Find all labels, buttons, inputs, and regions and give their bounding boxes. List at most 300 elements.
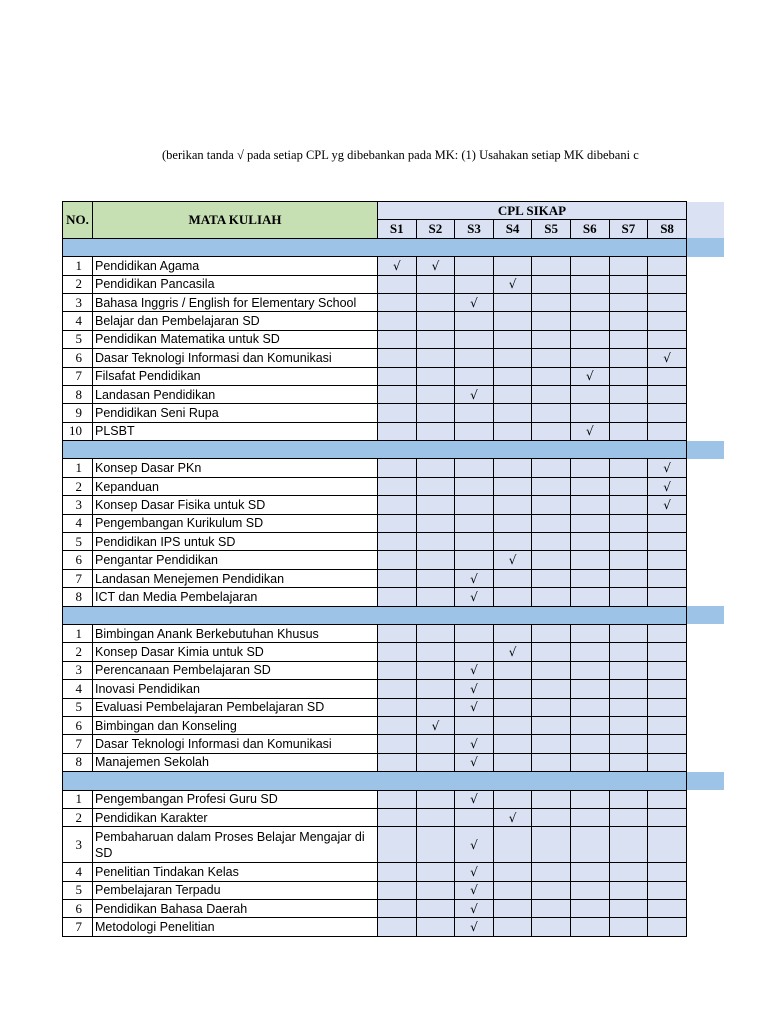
row-number: 10 [63,422,93,440]
cpl-cell-s8 [648,643,687,661]
cpl-cell-s4 [493,257,532,275]
cpl-cell-s5 [532,918,571,936]
table-row [63,790,687,808]
row-number: 5 [63,533,93,551]
cpl-cell-s3 [455,827,494,863]
cpl-cell-s3 [455,661,494,679]
row-number: 8 [63,385,93,403]
cpl-cell-s2 [416,863,455,881]
cpl-cell-s3 [455,477,494,495]
table-row [63,275,687,293]
checkmark: √ [470,589,478,604]
checkmark: √ [470,681,478,696]
cpl-cell-s2 [416,422,455,440]
course-name: Pendidikan Agama [93,257,378,275]
cpl-cell-s1 [378,496,417,514]
row-number: 7 [63,569,93,587]
checkmark: √ [508,810,517,825]
row-number: 6 [63,716,93,734]
cpl-cell-s6 [570,643,609,661]
cpl-cell-s7 [609,533,648,551]
cpl-cell-s2 [416,624,455,642]
cpl-cell-s2 [416,680,455,698]
checkmark: √ [470,571,478,586]
row-number: 4 [63,514,93,532]
cpl-cell-s8 [648,588,687,606]
cpl-cell-s4 [493,496,532,514]
checkmark: √ [431,258,440,273]
cpl-cell-s7 [609,753,648,771]
cpl-cell-s6 [570,496,609,514]
cpl-cell-s5 [532,900,571,918]
table-row [63,661,687,679]
cpl-cell-s8 [648,422,687,440]
cpl-cell-s6 [570,588,609,606]
cpl-cell-s6 [570,514,609,532]
cpl-cell-s4 [493,349,532,367]
checkmark: √ [663,350,671,365]
cpl-cell-s7 [609,918,648,936]
cpl-cell-s3 [455,275,494,293]
cpl-cell-s6 [570,716,609,734]
course-name: Pembaharuan dalam Proses Belajar Mengajar di SD [93,827,378,863]
cpl-cell-s2 [416,753,455,771]
cpl-cell-s3 [455,514,494,532]
table-row [63,459,687,477]
cpl-cell-s2 [416,827,455,863]
checkmark: √ [470,920,478,935]
cpl-cell-s4 [493,551,532,569]
cpl-cell-s1 [378,661,417,679]
cpl-cell-s8 [648,551,687,569]
cpl-cell-s7 [609,257,648,275]
header-mata-kuliah: MATA KULIAH [93,202,378,239]
cpl-cell-s5 [532,863,571,881]
cpl-cell-s8 [648,698,687,716]
table-row [63,404,687,422]
cpl-cell-s6 [570,624,609,642]
cpl-cell-s8 [648,404,687,422]
course-name: Pengembangan Kurikulum SD [93,514,378,532]
cpl-cell-s2 [416,735,455,753]
checkmark: √ [470,737,478,752]
cpl-cell-s5 [532,569,571,587]
section-separator-cell [63,238,687,256]
cpl-cell-s2 [416,643,455,661]
row-number: 3 [63,293,93,311]
cpl-cell-s8 [648,257,687,275]
cpl-cell-s3 [455,367,494,385]
cpl-cell-s1 [378,404,417,422]
cpl-cell-s2 [416,257,455,275]
row-number: 4 [63,312,93,330]
cpl-cell-s5 [532,827,571,863]
cpl-cell-s4 [493,881,532,899]
checkmark: √ [663,497,671,512]
course-name: Kepanduan [93,477,378,495]
checkmark: √ [585,369,594,384]
cpl-cell-s6 [570,881,609,899]
cpl-cell-s4 [493,643,532,661]
separator-extension [686,606,724,624]
cpl-cell-s8 [648,330,687,348]
cpl-cell-s1 [378,790,417,808]
cpl-cell-s1 [378,275,417,293]
header-extension [686,202,724,239]
checkmark: √ [470,792,478,807]
cpl-cell-s1 [378,257,417,275]
checkmark: √ [431,718,440,733]
table-row [63,900,687,918]
cpl-cell-s1 [378,293,417,311]
cpl-cell-s4 [493,716,532,734]
row-number: 1 [63,459,93,477]
cpl-cell-s6 [570,349,609,367]
course-name: Pendidikan Matematika untuk SD [93,330,378,348]
table-row [63,698,687,716]
table-row [63,422,687,440]
checkmark: √ [663,461,671,476]
cpl-cell-s8 [648,827,687,863]
cpl-cell-s7 [609,551,648,569]
checkmark: √ [470,883,478,898]
cpl-cell-s5 [532,588,571,606]
row-number: 5 [63,698,93,716]
checkmark: √ [470,387,478,402]
course-name: Pendidikan Bahasa Daerah [93,900,378,918]
table-row [63,643,687,661]
cpl-cell-s3 [455,257,494,275]
row-number: 5 [63,330,93,348]
cpl-cell-s6 [570,293,609,311]
cpl-cell-s7 [609,367,648,385]
cpl-cell-s5 [532,716,571,734]
row-number: 7 [63,918,93,936]
cpl-cell-s6 [570,367,609,385]
cpl-cell-s8 [648,790,687,808]
cpl-cell-s1 [378,735,417,753]
row-number: 2 [63,477,93,495]
cpl-cell-s6 [570,404,609,422]
cpl-cell-s7 [609,716,648,734]
header-cpl-sikap: CPL SIKAP [378,202,687,220]
header-s1: S1 [378,220,417,238]
cpl-cell-s8 [648,753,687,771]
cpl-cell-s2 [416,661,455,679]
cpl-cell-s7 [609,624,648,642]
cpl-cell-s1 [378,330,417,348]
cpl-cell-s3 [455,496,494,514]
row-number: 3 [63,661,93,679]
course-name: Dasar Teknologi Informasi dan Komunikasi [93,349,378,367]
row-number: 7 [63,367,93,385]
cpl-cell-s7 [609,459,648,477]
course-name: Penelitian Tindakan Kelas [93,863,378,881]
course-name: Pendidikan Pancasila [93,275,378,293]
course-name: Pendidikan Karakter [93,808,378,826]
cpl-cell-s5 [532,643,571,661]
cpl-cell-s8 [648,514,687,532]
cpl-cell-s7 [609,275,648,293]
course-name: Konsep Dasar Fisika untuk SD [93,496,378,514]
table-row [63,588,687,606]
checkmark: √ [470,663,478,678]
cpl-cell-s1 [378,643,417,661]
cpl-cell-s6 [570,385,609,403]
section-separator [63,772,687,790]
row-number: 6 [63,551,93,569]
cpl-cell-s3 [455,533,494,551]
cpl-cell-s2 [416,385,455,403]
course-name: Inovasi Pendidikan [93,680,378,698]
cpl-cell-s8 [648,477,687,495]
cpl-cell-s3 [455,569,494,587]
cpl-cell-s3 [455,900,494,918]
cpl-cell-s6 [570,808,609,826]
cpl-cell-s8 [648,367,687,385]
cpl-cell-s5 [532,698,571,716]
cpl-cell-s4 [493,569,532,587]
course-name: Belajar dan Pembelajaran SD [93,312,378,330]
table-row [63,551,687,569]
course-name: Pendidikan Seni Rupa [93,404,378,422]
cpl-cell-s4 [493,275,532,293]
cpl-cell-s3 [455,385,494,403]
course-name: Metodologi Penelitian [93,918,378,936]
table-row [63,477,687,495]
cpl-cell-s8 [648,459,687,477]
cpl-cell-s6 [570,753,609,771]
cpl-cell-s7 [609,477,648,495]
cpl-cell-s6 [570,569,609,587]
cpl-cell-s2 [416,312,455,330]
cpl-cell-s7 [609,863,648,881]
cpl-cell-s4 [493,293,532,311]
cpl-cell-s3 [455,422,494,440]
checkmark: √ [470,700,478,715]
cpl-cell-s5 [532,422,571,440]
course-name: Perencanaan Pembelajaran SD [93,661,378,679]
cpl-cell-s3 [455,330,494,348]
table-row [63,293,687,311]
row-number: 4 [63,863,93,881]
table-row [63,827,687,863]
row-number: 6 [63,900,93,918]
cpl-cell-s6 [570,827,609,863]
table-row [63,753,687,771]
row-number: 9 [63,404,93,422]
cpl-cell-s8 [648,716,687,734]
cpl-cell-s6 [570,680,609,698]
cpl-cell-s8 [648,312,687,330]
cpl-cell-s3 [455,459,494,477]
cpl-cell-s7 [609,698,648,716]
course-name: ICT dan Media Pembelajaran [93,588,378,606]
cpl-cell-s3 [455,293,494,311]
cpl-cell-s5 [532,680,571,698]
cpl-cell-s4 [493,312,532,330]
course-name: PLSBT [93,422,378,440]
cpl-cell-s2 [416,349,455,367]
checkmark: √ [508,645,517,660]
course-name: Bahasa Inggris / English for Elementary School [93,293,378,311]
cpl-cell-s4 [493,680,532,698]
cpl-cell-s3 [455,753,494,771]
cpl-cell-s4 [493,588,532,606]
header-no: NO. [63,202,93,239]
cpl-cell-s5 [532,330,571,348]
separator-extension [686,441,724,459]
checkmark: √ [470,864,478,879]
checkmark: √ [470,837,478,852]
cpl-cell-s5 [532,808,571,826]
separator-extension [686,772,724,790]
course-name: Pengantar Pendidikan [93,551,378,569]
checkmark: √ [663,479,671,494]
cpl-cell-s6 [570,790,609,808]
section-separator-cell [63,441,687,459]
cpl-cell-s6 [570,257,609,275]
table-row [63,680,687,698]
cpl-cell-s7 [609,422,648,440]
cpl-cell-s7 [609,900,648,918]
cpl-cell-s5 [532,735,571,753]
cpl-cell-s6 [570,918,609,936]
cpl-cell-s3 [455,643,494,661]
checkmark: √ [392,258,401,273]
cpl-cell-s1 [378,680,417,698]
cpl-cell-s3 [455,881,494,899]
cpl-cell-s1 [378,808,417,826]
table-row [63,385,687,403]
cpl-cell-s4 [493,533,532,551]
cpl-cell-s8 [648,881,687,899]
cpl-cell-s6 [570,312,609,330]
cpl-cell-s8 [648,624,687,642]
cpl-cell-s5 [532,661,571,679]
section-separator [63,441,687,459]
cpl-cell-s3 [455,790,494,808]
cpl-cell-s8 [648,661,687,679]
cpl-cell-s8 [648,275,687,293]
cpl-cell-s8 [648,349,687,367]
cpl-cell-s7 [609,293,648,311]
cpl-cell-s7 [609,827,648,863]
row-number: 6 [63,349,93,367]
cpl-cell-s6 [570,422,609,440]
cpl-cell-s5 [532,624,571,642]
row-number: 3 [63,496,93,514]
cpl-cell-s2 [416,790,455,808]
cpl-cell-s2 [416,459,455,477]
cpl-cell-s2 [416,551,455,569]
cpl-cell-s2 [416,514,455,532]
cpl-cell-s2 [416,698,455,716]
cpl-cell-s5 [532,293,571,311]
cpl-cell-s8 [648,385,687,403]
cpl-cell-s3 [455,918,494,936]
table-row [63,624,687,642]
row-number: 8 [63,753,93,771]
cpl-cell-s8 [648,293,687,311]
cpl-cell-s4 [493,385,532,403]
cpl-cell-s7 [609,330,648,348]
cpl-cell-s3 [455,863,494,881]
cpl-cell-s2 [416,881,455,899]
table-row [63,367,687,385]
cpl-cell-s8 [648,533,687,551]
cpl-cell-s6 [570,698,609,716]
row-number: 2 [63,275,93,293]
cpl-cell-s5 [532,257,571,275]
cpl-cell-s6 [570,477,609,495]
header-s4: S4 [493,220,532,238]
cpl-cell-s7 [609,312,648,330]
table-row [63,863,687,881]
table-row [63,496,687,514]
cpl-cell-s5 [532,312,571,330]
cpl-cell-s2 [416,588,455,606]
cpl-cell-s5 [532,753,571,771]
cpl-cell-s6 [570,735,609,753]
cpl-cell-s2 [416,496,455,514]
course-name: Landasan Pendidikan [93,385,378,403]
cpl-cell-s1 [378,881,417,899]
cpl-cell-s4 [493,698,532,716]
header-s7: S7 [609,220,648,238]
cpl-cell-s4 [493,918,532,936]
cpl-cell-s8 [648,680,687,698]
cpl-cell-s3 [455,404,494,422]
course-name: Evaluasi Pembelajaran Pembelajaran SD [93,698,378,716]
row-number: 1 [63,257,93,275]
cpl-cell-s1 [378,533,417,551]
cpl-cell-s1 [378,459,417,477]
cpl-cell-s4 [493,808,532,826]
cpl-cell-s1 [378,367,417,385]
checkmark: √ [508,277,517,292]
cpl-cell-s6 [570,533,609,551]
cpl-cell-s4 [493,330,532,348]
separator-extension [686,238,724,256]
cpl-cell-s3 [455,551,494,569]
header-s2: S2 [416,220,455,238]
cpl-cell-s6 [570,863,609,881]
cpl-cell-s4 [493,367,532,385]
cpl-cell-s7 [609,808,648,826]
course-name: Konsep Dasar Kimia untuk SD [93,643,378,661]
course-name: Bimbingan Anank Berkebutuhan Khusus [93,624,378,642]
course-name: Dasar Teknologi Informasi dan Komunikasi [93,735,378,753]
cpl-cell-s4 [493,827,532,863]
cpl-cell-s2 [416,533,455,551]
cpl-cell-s5 [532,551,571,569]
table-row [63,514,687,532]
cpl-table [62,201,687,937]
cpl-cell-s4 [493,661,532,679]
cpl-cell-s1 [378,477,417,495]
cpl-cell-s1 [378,422,417,440]
course-name: Pendidikan IPS untuk SD [93,533,378,551]
cpl-cell-s2 [416,404,455,422]
table-row [63,349,687,367]
instruction-text: (berikan tanda √ pada setiap CPL yg dibebankan pada MK: (1) Usahakan setiap MK dibebani c [162,148,639,162]
cpl-cell-s7 [609,661,648,679]
cpl-cell-s4 [493,404,532,422]
cpl-cell-s4 [493,735,532,753]
cpl-cell-s7 [609,881,648,899]
cpl-cell-s1 [378,349,417,367]
